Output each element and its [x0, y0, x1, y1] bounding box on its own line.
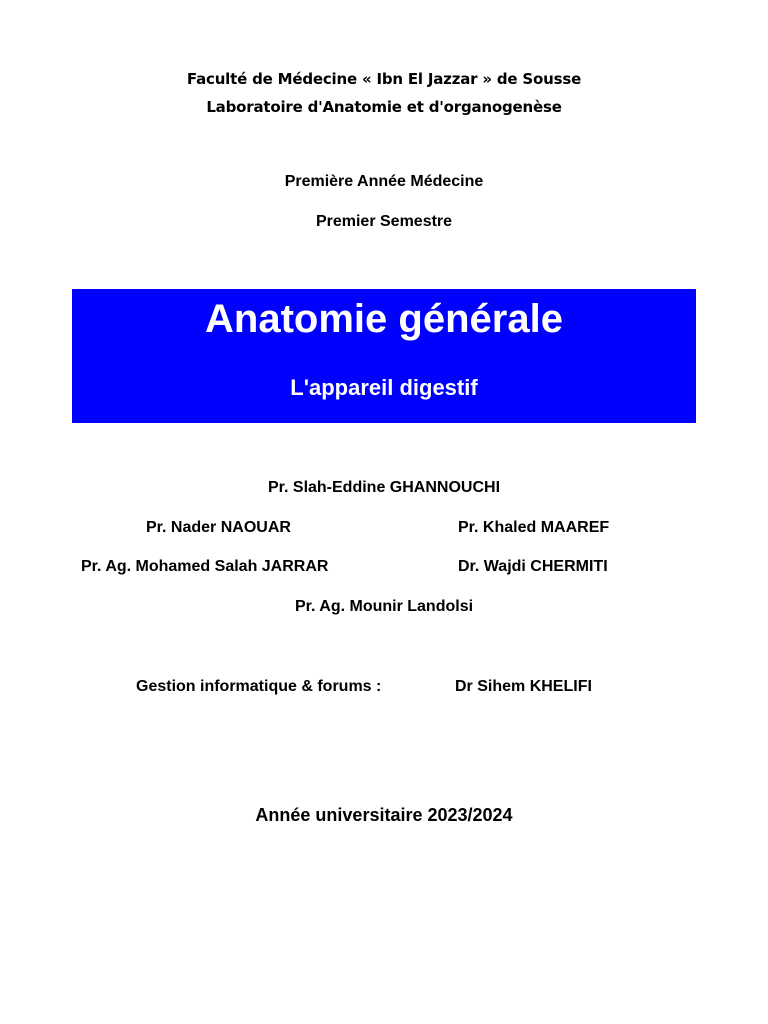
laboratory-name: Laboratoire d'Anatomie et d'organogenèse	[206, 98, 562, 116]
author-right-1: Pr. Khaled MAAREF	[458, 519, 610, 536]
author-last: Pr. Ag. Mounir Landolsi	[294, 598, 474, 615]
author-left-2: Pr. Ag. Mohamed Salah JARRAR	[81, 558, 329, 575]
author-right-2: Dr. Wajdi CHERMITI	[458, 558, 608, 575]
semester: Premier Semestre	[315, 213, 453, 230]
faculty-name: Faculté de Médecine « Ibn El Jazzar » de Sousse	[186, 70, 582, 88]
title-banner	[72, 289, 696, 423]
academic-year: Année universitaire 2023/2024	[255, 805, 513, 825]
management-name: Dr Sihem KHELIFI	[455, 678, 592, 695]
management-label: Gestion informatique & forums :	[136, 678, 382, 695]
document-subtitle: L'appareil digestif	[290, 375, 478, 400]
document-title: Anatomie générale	[205, 297, 563, 341]
year-level: Première Année Médecine	[284, 173, 484, 190]
author-left-1: Pr. Nader NAOUAR	[146, 519, 291, 536]
author-lead: Pr. Slah-Eddine GHANNOUCHI	[267, 479, 501, 496]
